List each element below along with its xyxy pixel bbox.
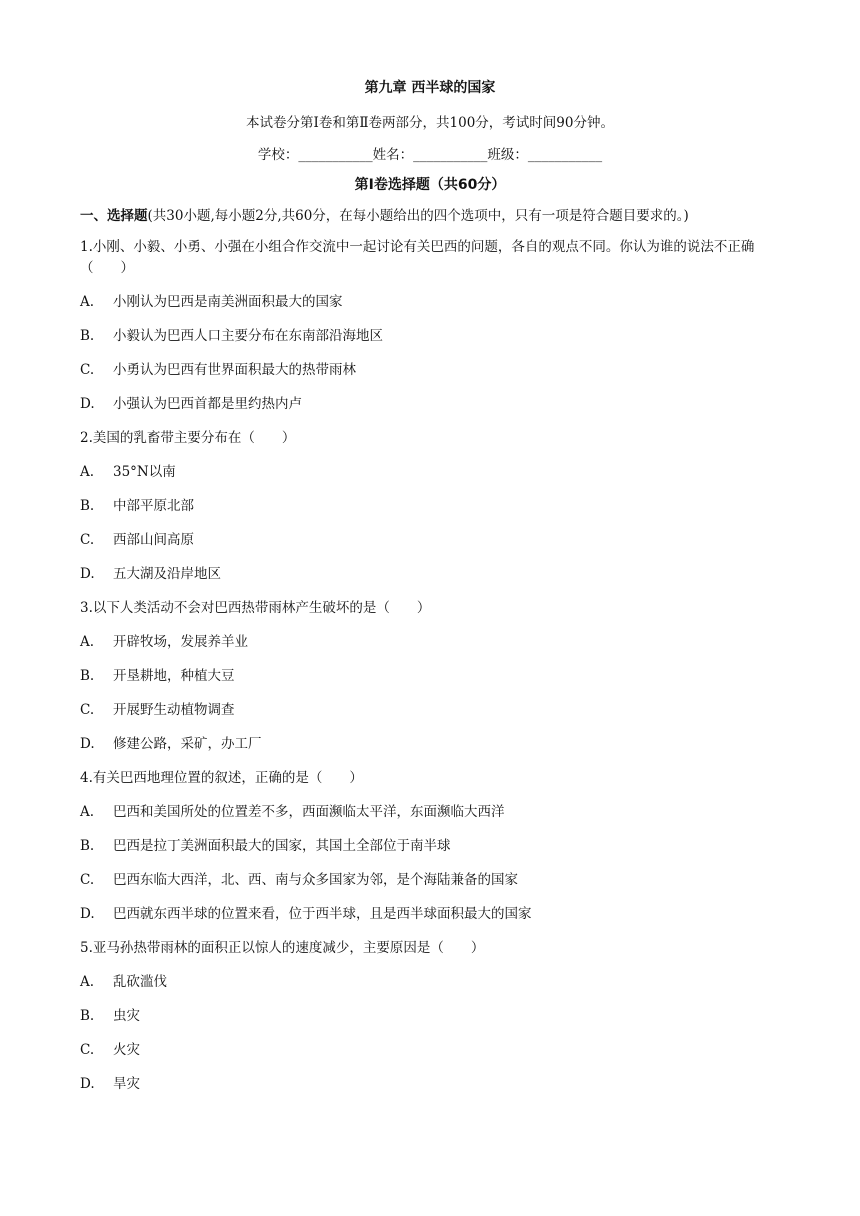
option-letter: B.	[80, 668, 95, 684]
option-d	[80, 1074, 780, 1095]
question-stem: 5.亚马孙热带雨林的面积正以惊人的速度减少，主要原因是（ ）	[80, 940, 485, 956]
option-text: 乱砍滥伐	[113, 974, 167, 990]
option-text: 巴西就东西半球的位置来看，位于西半球，且是西半球面积最大的国家	[113, 906, 532, 922]
section-instruction	[80, 206, 780, 227]
option-letter: A.	[80, 974, 95, 990]
option-a	[80, 292, 780, 313]
option-text: 火灾	[113, 1042, 140, 1058]
instruction-text: (共30小题,每小题2分,共60分，在每小题给出的四个选项中，只有一项是符合题目要求的。)	[147, 208, 689, 224]
option-b	[80, 836, 780, 857]
option-text: 开垦耕地，种植大豆	[113, 668, 235, 684]
option-c	[80, 700, 780, 721]
option-letter: A.	[80, 464, 95, 480]
question-5	[80, 938, 780, 1095]
option-b	[80, 326, 780, 347]
option-letter: C.	[80, 1042, 95, 1058]
option-d	[80, 904, 780, 925]
option-c	[80, 360, 780, 381]
option-a	[80, 632, 780, 653]
option-letter: D.	[80, 906, 95, 922]
option-letter: C.	[80, 872, 95, 888]
option-c	[80, 1040, 780, 1061]
option-letter: B.	[80, 838, 95, 854]
option-letter: C.	[80, 532, 95, 548]
option-d	[80, 564, 780, 585]
option-b	[80, 666, 780, 687]
option-text: 小强认为巴西首都是里约热内卢	[113, 396, 302, 412]
option-text: 小勇认为巴西有世界面积最大的热带雨林	[113, 362, 356, 378]
option-text: 开辟牧场，发展养羊业	[113, 634, 248, 650]
section-title: 第Ⅰ卷选择题（共60分）	[354, 177, 506, 193]
option-text: 小毅认为巴西人口主要分布在东南部沿海地区	[113, 328, 383, 344]
option-a	[80, 972, 780, 993]
option-letter: A.	[80, 804, 95, 820]
option-b	[80, 496, 780, 517]
option-letter: D.	[80, 1076, 95, 1092]
option-b	[80, 1006, 780, 1027]
option-letter: D.	[80, 736, 95, 752]
option-letter: A.	[80, 634, 95, 650]
option-letter: C.	[80, 702, 95, 718]
question-1	[80, 237, 780, 415]
option-letter: D.	[80, 396, 95, 412]
option-letter: B.	[80, 328, 95, 344]
option-text: 小刚认为巴西是南美洲面积最大的国家	[113, 294, 343, 310]
option-text: 开展野生动植物调查	[113, 702, 235, 718]
exam-subtitle: 本试卷分第Ⅰ卷和第Ⅱ卷两部分，共100分，考试时间90分钟。	[246, 115, 614, 131]
option-a	[80, 462, 780, 483]
option-text: 中部平原北部	[113, 498, 194, 514]
student-info-line: 学校：___________姓名：___________班级：___________	[257, 147, 603, 163]
option-letter: C.	[80, 362, 95, 378]
option-a	[80, 802, 780, 823]
option-c	[80, 530, 780, 551]
option-text: 旱灾	[113, 1076, 140, 1092]
exam-page	[80, 78, 780, 1108]
option-letter: B.	[80, 1008, 95, 1024]
option-c	[80, 870, 780, 891]
option-letter: B.	[80, 498, 95, 514]
option-text: 西部山间高原	[113, 532, 194, 548]
option-d	[80, 734, 780, 755]
option-text: 虫灾	[113, 1008, 140, 1024]
option-letter: A.	[80, 294, 95, 310]
page-title: 第九章 西半球的国家	[364, 80, 496, 96]
option-text: 修建公路，采矿，办工厂	[113, 736, 262, 752]
option-text: 巴西东临大西洋，北、西、南与众多国家为邻，是个海陆兼备的国家	[113, 872, 518, 888]
question-stem: 4.有关巴西地理位置的叙述，正确的是（ ）	[80, 770, 363, 786]
option-letter: D.	[80, 566, 95, 582]
question-4	[80, 768, 780, 925]
option-d	[80, 394, 780, 415]
question-2	[80, 428, 780, 585]
question-stem: 1.小刚、小毅、小勇、小强在小组合作交流中一起讨论有关巴西的问题，各自的观点不同。你认为谁的说法不正确（ ）	[80, 239, 755, 276]
option-text: 35°N以南	[113, 464, 176, 480]
option-text: 巴西是拉丁美洲面积最大的国家，其国土全部位于南半球	[113, 838, 451, 854]
instruction-lead: 一、选择题	[80, 208, 148, 224]
question-stem: 2.美国的乳畜带主要分布在（ ）	[80, 430, 296, 446]
option-text: 巴西和美国所处的位置差不多，西面濒临太平洋，东面濒临大西洋	[113, 804, 505, 820]
question-3	[80, 598, 780, 755]
question-stem: 3.以下人类活动不会对巴西热带雨林产生破坏的是（ ）	[80, 600, 431, 616]
option-text: 五大湖及沿岸地区	[113, 566, 221, 582]
